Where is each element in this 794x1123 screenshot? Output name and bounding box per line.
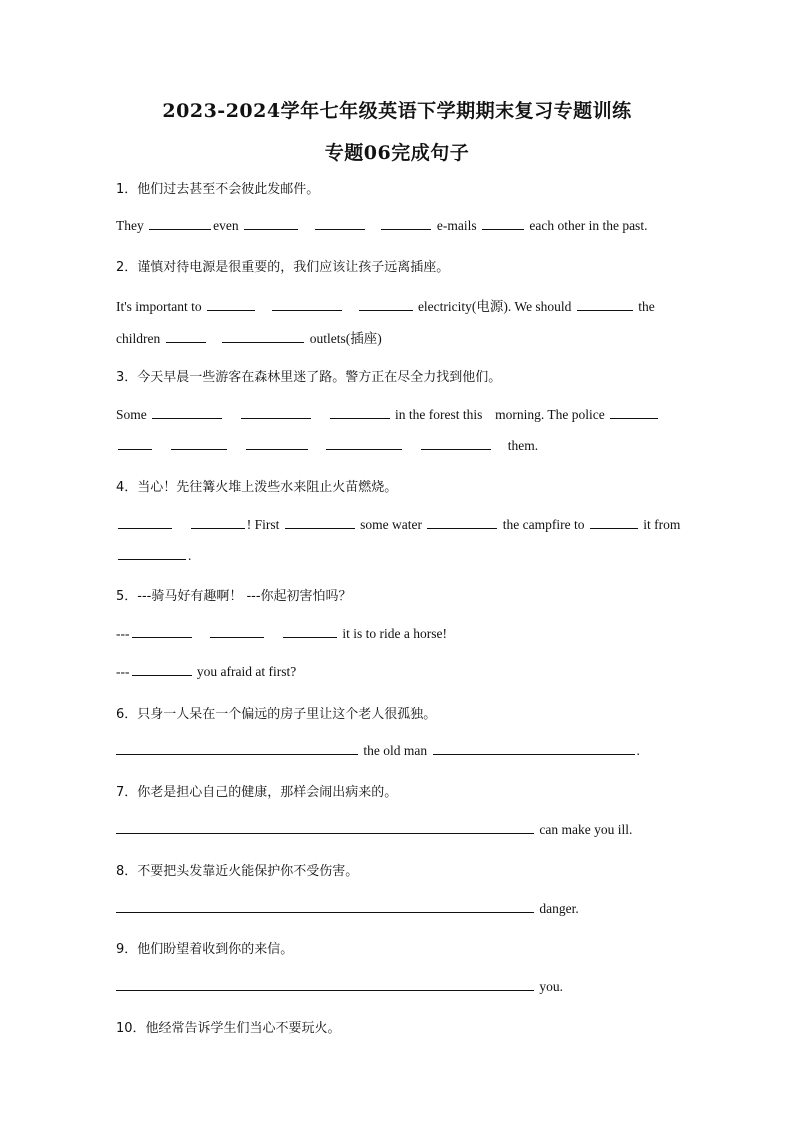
- text-segment: .: [188, 548, 192, 563]
- question-2-sentence-line-1: [116, 295, 655, 315]
- text-segment: them.: [507, 438, 539, 453]
- answer-blank[interactable]: [246, 436, 308, 450]
- question-8-sentence: [116, 899, 579, 917]
- text-segment: children: [116, 331, 161, 346]
- text-segment: e-mails: [436, 218, 477, 233]
- question-6-sentence: [116, 741, 640, 759]
- text-segment: some water: [360, 517, 422, 532]
- answer-blank[interactable]: [577, 297, 633, 311]
- answer-blank[interactable]: [326, 436, 402, 450]
- text-segment: morning. The police: [495, 407, 605, 422]
- text-segment: each other in the past.: [529, 218, 648, 233]
- answer-blank[interactable]: [222, 329, 304, 343]
- question-1-sentence: [116, 216, 647, 234]
- question-10-prompt: 10．他经常告诉学生们当心不要玩火。: [116, 1021, 341, 1036]
- answer-blank[interactable]: [191, 515, 245, 529]
- text-segment: the campfire to: [502, 517, 585, 532]
- question-9-prompt: 9．他们盼望着收到你的来信。: [116, 942, 294, 957]
- text-segment: the old man: [363, 743, 428, 758]
- question-4-prompt: 4．当心！先往篝火堆上泼些水来阻止火苗燃烧。: [116, 480, 398, 495]
- question-3-sentence-line-1: [116, 405, 660, 423]
- text-segment: ---: [116, 664, 130, 679]
- answer-blank[interactable]: [315, 216, 365, 230]
- answer-blank[interactable]: [244, 216, 298, 230]
- answer-blank[interactable]: [241, 405, 311, 419]
- question-6-prompt: 6．只身一人呆在一个偏远的房子里让这个老人很孤独。: [116, 707, 437, 722]
- answer-blank[interactable]: [283, 624, 337, 638]
- answer-blank[interactable]: [590, 515, 638, 529]
- answer-blank[interactable]: [116, 820, 534, 834]
- question-4-sentence-line-2: [116, 546, 191, 564]
- page-title: 2023-2024学年七年级英语下学期期末复习专题训练: [162, 100, 632, 122]
- answer-blank[interactable]: [118, 546, 186, 560]
- question-4-sentence-line-1: [116, 515, 680, 533]
- answer-blank[interactable]: [116, 977, 534, 991]
- answer-blank[interactable]: [210, 624, 264, 638]
- text-segment: can make you ill.: [539, 822, 633, 837]
- text-segment: ---: [116, 626, 130, 641]
- text-segment: ! First: [246, 517, 280, 532]
- text-segment: you afraid at first?: [196, 664, 297, 679]
- answer-blank[interactable]: [381, 216, 431, 230]
- text-segment: you.: [539, 979, 563, 994]
- question-3-prompt: 3．今天早晨一些游客在森林里迷了路。警方正在尽全力找到他们。: [116, 370, 502, 385]
- question-1-prompt: 1．他们过去甚至不会彼此发邮件。: [116, 182, 320, 197]
- answer-blank[interactable]: [116, 741, 358, 755]
- answer-blank[interactable]: [171, 436, 227, 450]
- text-segment: danger.: [539, 901, 579, 916]
- text-segment: it from: [643, 517, 681, 532]
- question-3-sentence-line-2: [116, 436, 538, 454]
- question-5-sentence-line-2: [116, 662, 296, 680]
- text-segment: electricity(电源). We should: [417, 299, 572, 314]
- answer-blank[interactable]: [207, 297, 255, 311]
- text-segment: Some: [116, 407, 147, 422]
- answer-blank[interactable]: [427, 515, 497, 529]
- page-subtitle: 专题06完成句子: [324, 142, 470, 164]
- answer-blank[interactable]: [132, 662, 192, 676]
- answer-blank[interactable]: [330, 405, 390, 419]
- answer-blank[interactable]: [118, 436, 152, 450]
- text-segment: it is to ride a horse!: [342, 626, 447, 641]
- answer-blank[interactable]: [285, 515, 355, 529]
- question-2-prompt: 2．谨慎对待电源是很重要的，我们应该让孩子远离插座。: [116, 260, 450, 275]
- answer-blank[interactable]: [118, 515, 172, 529]
- question-5-prompt: 5．---骑马好有趣啊！ ---你起初害怕吗？: [116, 589, 352, 604]
- question-9-sentence: [116, 977, 563, 995]
- question-7-prompt: 7．你老是担心自己的健康，那样会闹出病来的。: [116, 785, 398, 800]
- answer-blank[interactable]: [272, 297, 342, 311]
- text-segment: It's important to: [116, 299, 202, 314]
- answer-blank[interactable]: [421, 436, 491, 450]
- text-segment: even: [213, 218, 239, 233]
- answer-blank[interactable]: [433, 741, 635, 755]
- text-segment: the: [638, 299, 655, 314]
- text-segment: outlets(插座): [309, 331, 382, 346]
- question-7-sentence: [116, 820, 632, 838]
- answer-blank[interactable]: [132, 624, 192, 638]
- question-2-sentence-line-2: [116, 327, 382, 347]
- answer-blank[interactable]: [482, 216, 524, 230]
- answer-blank[interactable]: [166, 329, 206, 343]
- text-segment: in the forest this: [395, 407, 483, 422]
- text-segment: They: [116, 218, 144, 233]
- answer-blank[interactable]: [149, 216, 211, 230]
- question-8-prompt: 8．不要把头发靠近火能保护你不受伤害。: [116, 864, 359, 879]
- answer-blank[interactable]: [152, 405, 222, 419]
- text-segment: .: [636, 743, 640, 758]
- question-5-sentence-line-1: [116, 624, 447, 642]
- answer-blank[interactable]: [116, 899, 534, 913]
- answer-blank[interactable]: [610, 405, 658, 419]
- answer-blank[interactable]: [359, 297, 413, 311]
